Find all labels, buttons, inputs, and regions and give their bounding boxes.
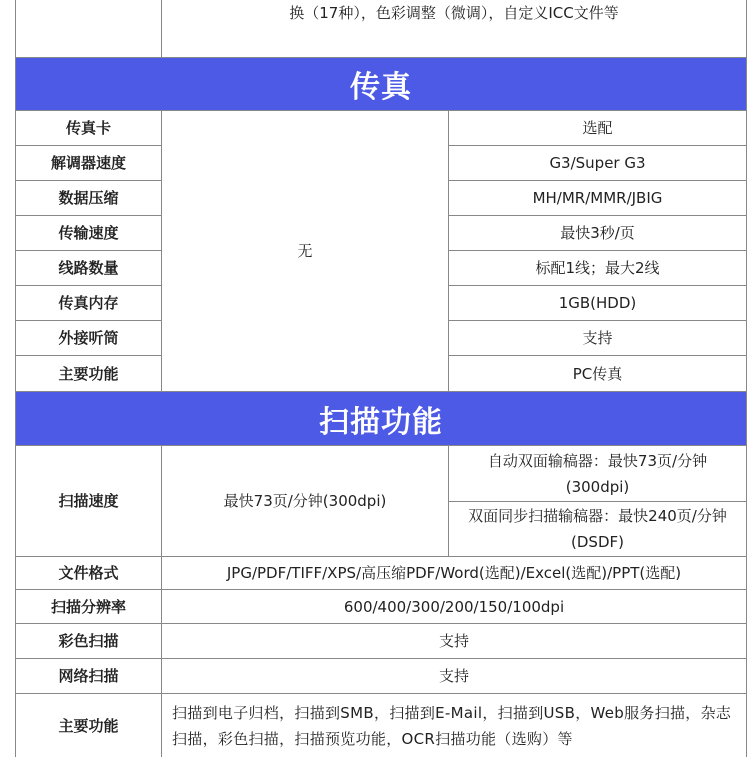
scan-row-label: 网络扫描	[16, 659, 161, 694]
fax-row-value: 选配	[448, 111, 746, 146]
scan-main-label: 主要功能	[16, 694, 161, 757]
fax-row-label: 主要功能	[16, 356, 161, 392]
top-row-label-cell	[16, 0, 161, 58]
spec-table	[15, 0, 747, 757]
fax-row-value: 最快3秒/页	[448, 216, 746, 251]
scan-row-value: 支持	[161, 624, 746, 659]
scan-speed-value: 最快73页/分钟(300dpi)	[161, 446, 448, 557]
scan-row-value: 600/400/300/200/150/100dpi	[161, 590, 746, 624]
fax-row-value: 1GB(HDD)	[448, 286, 746, 321]
fax-row-label: 传真内存	[16, 286, 161, 321]
fax-row-label: 线路数量	[16, 251, 161, 286]
scan-speed-label: 扫描速度	[16, 446, 161, 557]
scan-main-value: 扫描到电子归档，扫描到SMB，扫描到E-Mail，扫描到USB，Web服务扫描，杂志扫描，彩色扫描，扫描预览功能，OCR扫描功能（选购）等	[161, 694, 746, 757]
fax-row-label: 传输速度	[16, 216, 161, 251]
scan-speed-dsdf: 双面同步扫描输稿器：最快240页/分钟(DSDF)	[448, 502, 746, 557]
fax-row-label: 传真卡	[16, 111, 161, 146]
fax-row-value: PC传真	[448, 356, 746, 392]
top-row-text: 换（17种），色彩调整（微调），自定义ICC文件等	[289, 4, 619, 22]
fax-middle-value: 无	[161, 111, 448, 392]
fax-row-value: G3/Super G3	[448, 146, 746, 181]
fax-row-value: 标配1线；最大2线	[448, 251, 746, 286]
scan-row-label: 文件格式	[16, 557, 161, 590]
fax-section-header: 传真	[16, 58, 746, 111]
fax-row-value: 支持	[448, 321, 746, 356]
scan-row-label: 彩色扫描	[16, 624, 161, 659]
scan-row-value: 支持	[161, 659, 746, 694]
fax-row-label: 外接听筒	[16, 321, 161, 356]
fax-row-value: MH/MR/MMR/JBIG	[448, 181, 746, 216]
scan-section-header: 扫描功能	[16, 392, 746, 446]
scan-speed-adf: 自动双面输稿器：最快73页/分钟(300dpi)	[448, 446, 746, 502]
fax-row-label: 解调器速度	[16, 146, 161, 181]
top-row-value	[161, 0, 746, 58]
fax-row-label: 数据压缩	[16, 181, 161, 216]
scan-row-value: JPG/PDF/TIFF/XPS/高压缩PDF/Word(选配)/Excel(选配)/PPT(选配)	[161, 557, 746, 590]
scan-row-label: 扫描分辨率	[16, 590, 161, 624]
